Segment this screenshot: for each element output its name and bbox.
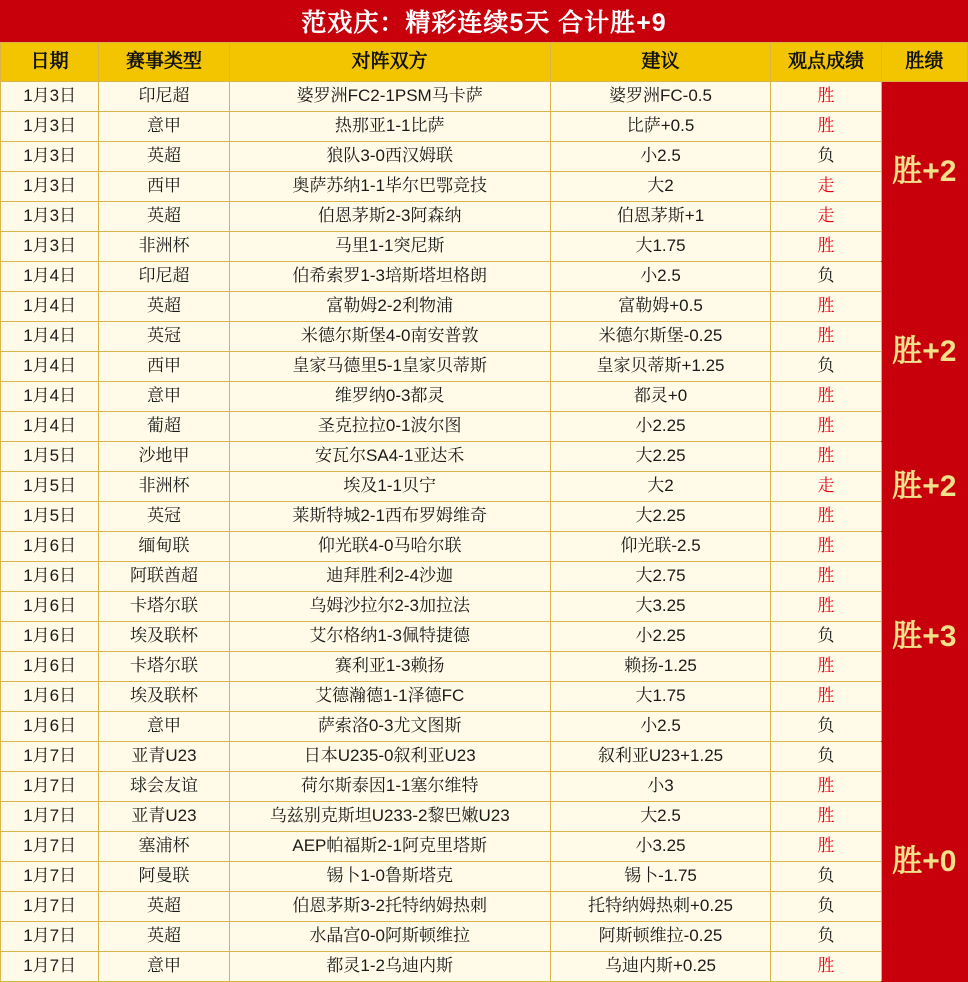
cell-league: 非洲杯 (99, 232, 229, 262)
cell-advice: 小3.25 (550, 832, 771, 862)
cell-league: 沙地甲 (99, 442, 229, 472)
cell-league: 英冠 (99, 322, 229, 352)
cell-match: 婆罗洲FC2-1PSM马卡萨 (229, 82, 550, 112)
cell-match: 都灵1-2乌迪内斯 (229, 952, 550, 982)
cell-match: 奥萨苏纳1-1毕尔巴鄂竞技 (229, 172, 550, 202)
cell-result: 胜 (771, 802, 881, 832)
table-row (1, 292, 968, 322)
cell-result: 走 (771, 202, 881, 232)
cell-advice: 大2 (550, 172, 771, 202)
cell-match: 水晶宫0-0阿斯顿维拉 (229, 922, 550, 952)
table-row (1, 652, 968, 682)
cell-league: 卡塔尔联 (99, 652, 229, 682)
table-row (1, 772, 968, 802)
table-row (1, 802, 968, 832)
cell-streak: 胜+2 (881, 442, 967, 532)
cell-result: 胜 (771, 382, 881, 412)
cell-result: 胜 (771, 82, 881, 112)
cell-league: 卡塔尔联 (99, 592, 229, 622)
cell-match: 莱斯特城2-1西布罗姆维奇 (229, 502, 550, 532)
cell-league: 非洲杯 (99, 472, 229, 502)
column-header-advice: 建议 (550, 43, 771, 82)
cell-result: 负 (771, 922, 881, 952)
table-row (1, 82, 968, 112)
cell-result: 胜 (771, 952, 881, 982)
table-row (1, 562, 968, 592)
table-row (1, 142, 968, 172)
cell-date: 1月6日 (1, 592, 99, 622)
cell-league: 缅甸联 (99, 532, 229, 562)
cell-result: 走 (771, 172, 881, 202)
cell-match: AEP帕福斯2-1阿克里塔斯 (229, 832, 550, 862)
column-header-match: 对阵双方 (229, 43, 550, 82)
cell-date: 1月5日 (1, 502, 99, 532)
cell-result: 胜 (771, 652, 881, 682)
cell-match: 伯恩茅斯3-2托特纳姆热刺 (229, 892, 550, 922)
cell-match: 安瓦尔SA4-1亚达禾 (229, 442, 550, 472)
cell-date: 1月3日 (1, 82, 99, 112)
cell-advice: 米德尔斯堡-0.25 (550, 322, 771, 352)
cell-date: 1月3日 (1, 202, 99, 232)
cell-advice: 小3 (550, 772, 771, 802)
cell-advice: 小2.5 (550, 262, 771, 292)
cell-date: 1月7日 (1, 892, 99, 922)
cell-date: 1月7日 (1, 802, 99, 832)
cell-league: 英超 (99, 142, 229, 172)
table-row (1, 112, 968, 142)
table-row (1, 322, 968, 352)
cell-result: 负 (771, 892, 881, 922)
results-table-body (1, 82, 968, 982)
cell-advice: 大2.25 (550, 502, 771, 532)
cell-streak: 胜+2 (881, 82, 967, 262)
cell-advice: 托特纳姆热刺+0.25 (550, 892, 771, 922)
cell-date: 1月7日 (1, 922, 99, 952)
table-row (1, 682, 968, 712)
cell-date: 1月7日 (1, 742, 99, 772)
cell-league: 亚青U23 (99, 802, 229, 832)
cell-result: 负 (771, 352, 881, 382)
table-row (1, 742, 968, 772)
cell-advice: 都灵+0 (550, 382, 771, 412)
cell-date: 1月3日 (1, 142, 99, 172)
cell-match: 马里1-1突尼斯 (229, 232, 550, 262)
cell-match: 乌姆沙拉尔2-3加拉法 (229, 592, 550, 622)
cell-date: 1月4日 (1, 412, 99, 442)
results-table (0, 42, 968, 982)
cell-advice: 大1.75 (550, 682, 771, 712)
cell-streak: 胜+2 (881, 262, 967, 442)
cell-match: 赛利亚1-3赖扬 (229, 652, 550, 682)
cell-match: 日本U235-0叙利亚U23 (229, 742, 550, 772)
cell-league: 埃及联杯 (99, 622, 229, 652)
cell-result: 胜 (771, 532, 881, 562)
cell-streak: 胜+3 (881, 532, 967, 742)
cell-match: 锡卜1-0鲁斯塔克 (229, 862, 550, 892)
cell-league: 印尼超 (99, 82, 229, 112)
cell-league: 葡超 (99, 412, 229, 442)
cell-advice: 大2.75 (550, 562, 771, 592)
cell-date: 1月3日 (1, 232, 99, 262)
cell-match: 热那亚1-1比萨 (229, 112, 550, 142)
cell-league: 印尼超 (99, 262, 229, 292)
column-header-date: 日期 (1, 43, 99, 82)
cell-result: 负 (771, 862, 881, 892)
cell-date: 1月5日 (1, 442, 99, 472)
cell-date: 1月4日 (1, 382, 99, 412)
cell-advice: 锡卜-1.75 (550, 862, 771, 892)
cell-league: 意甲 (99, 952, 229, 982)
cell-league: 意甲 (99, 712, 229, 742)
cell-league: 球会友谊 (99, 772, 229, 802)
cell-advice: 伯恩茅斯+1 (550, 202, 771, 232)
table-row (1, 442, 968, 472)
cell-league: 英超 (99, 292, 229, 322)
table-row (1, 352, 968, 382)
page-title: 范戏庆：精彩连续5天 合计胜+9 (0, 0, 968, 42)
cell-date: 1月6日 (1, 682, 99, 712)
cell-result: 胜 (771, 112, 881, 142)
cell-match: 圣克拉拉0-1波尔图 (229, 412, 550, 442)
cell-result: 负 (771, 142, 881, 172)
column-header-league: 赛事类型 (99, 43, 229, 82)
cell-date: 1月4日 (1, 322, 99, 352)
cell-match: 乌兹别克斯坦U233-2黎巴嫩U23 (229, 802, 550, 832)
cell-result: 胜 (771, 682, 881, 712)
cell-match: 萨索洛0-3尤文图斯 (229, 712, 550, 742)
cell-league: 塞浦杯 (99, 832, 229, 862)
cell-date: 1月6日 (1, 562, 99, 592)
cell-advice: 小2.5 (550, 712, 771, 742)
table-row (1, 502, 968, 532)
table-row (1, 592, 968, 622)
cell-advice: 皇家贝蒂斯+1.25 (550, 352, 771, 382)
cell-advice: 比萨+0.5 (550, 112, 771, 142)
cell-date: 1月3日 (1, 112, 99, 142)
cell-advice: 大2.5 (550, 802, 771, 832)
cell-advice: 小2.25 (550, 622, 771, 652)
cell-advice: 乌迪内斯+0.25 (550, 952, 771, 982)
cell-result: 走 (771, 472, 881, 502)
cell-date: 1月6日 (1, 532, 99, 562)
cell-advice: 小2.25 (550, 412, 771, 442)
cell-match: 迪拜胜利2-4沙迦 (229, 562, 550, 592)
cell-result: 胜 (771, 502, 881, 532)
cell-result: 胜 (771, 832, 881, 862)
cell-result: 胜 (771, 412, 881, 442)
cell-league: 西甲 (99, 352, 229, 382)
table-row (1, 952, 968, 982)
cell-result: 负 (771, 712, 881, 742)
cell-advice: 富勒姆+0.5 (550, 292, 771, 322)
cell-league: 英冠 (99, 502, 229, 532)
cell-league: 埃及联杯 (99, 682, 229, 712)
cell-league: 西甲 (99, 172, 229, 202)
cell-result: 负 (771, 262, 881, 292)
cell-league: 意甲 (99, 112, 229, 142)
table-row (1, 172, 968, 202)
cell-date: 1月7日 (1, 772, 99, 802)
cell-date: 1月7日 (1, 952, 99, 982)
cell-date: 1月4日 (1, 262, 99, 292)
cell-advice: 婆罗洲FC-0.5 (550, 82, 771, 112)
cell-match: 艾德瀚德1-1泽德FC (229, 682, 550, 712)
cell-date: 1月7日 (1, 862, 99, 892)
cell-advice: 叙利亚U23+1.25 (550, 742, 771, 772)
table-row (1, 412, 968, 442)
cell-match: 富勒姆2-2利物浦 (229, 292, 550, 322)
cell-league: 英超 (99, 922, 229, 952)
cell-match: 埃及1-1贝宁 (229, 472, 550, 502)
cell-result: 负 (771, 622, 881, 652)
cell-result: 胜 (771, 322, 881, 352)
cell-advice: 大3.25 (550, 592, 771, 622)
table-row (1, 202, 968, 232)
table-row (1, 232, 968, 262)
table-row (1, 862, 968, 892)
cell-result: 胜 (771, 292, 881, 322)
table-row (1, 382, 968, 412)
column-header-streak: 胜绩 (881, 43, 967, 82)
cell-date: 1月6日 (1, 652, 99, 682)
table-row (1, 622, 968, 652)
table-row (1, 472, 968, 502)
table-row (1, 922, 968, 952)
table-row (1, 712, 968, 742)
cell-result: 胜 (771, 772, 881, 802)
cell-match: 狼队3-0西汉姆联 (229, 142, 550, 172)
cell-result: 胜 (771, 562, 881, 592)
cell-match: 皇家马德里5-1皇家贝蒂斯 (229, 352, 550, 382)
column-header-result: 观点成绩 (771, 43, 881, 82)
cell-league: 阿联酋超 (99, 562, 229, 592)
table-header-row (1, 43, 968, 82)
table-row (1, 532, 968, 562)
cell-streak: 胜+0 (881, 742, 967, 982)
cell-advice: 大2 (550, 472, 771, 502)
cell-league: 英超 (99, 892, 229, 922)
cell-match: 艾尔格纳1-3佩特捷德 (229, 622, 550, 652)
table-row (1, 892, 968, 922)
table-row (1, 832, 968, 862)
cell-advice: 赖扬-1.25 (550, 652, 771, 682)
cell-advice: 仰光联-2.5 (550, 532, 771, 562)
cell-league: 亚青U23 (99, 742, 229, 772)
cell-result: 胜 (771, 592, 881, 622)
cell-date: 1月3日 (1, 172, 99, 202)
cell-league: 阿曼联 (99, 862, 229, 892)
cell-date: 1月7日 (1, 832, 99, 862)
cell-advice: 大1.75 (550, 232, 771, 262)
cell-advice: 小2.5 (550, 142, 771, 172)
cell-match: 仰光联4-0马哈尔联 (229, 532, 550, 562)
table-row (1, 262, 968, 292)
cell-date: 1月4日 (1, 292, 99, 322)
cell-match: 伯希索罗1-3培斯塔坦格朗 (229, 262, 550, 292)
cell-match: 维罗纳0-3都灵 (229, 382, 550, 412)
cell-date: 1月6日 (1, 622, 99, 652)
cell-result: 负 (771, 742, 881, 772)
cell-league: 意甲 (99, 382, 229, 412)
cell-match: 伯恩茅斯2-3阿森纳 (229, 202, 550, 232)
cell-date: 1月6日 (1, 712, 99, 742)
cell-date: 1月5日 (1, 472, 99, 502)
cell-advice: 大2.25 (550, 442, 771, 472)
cell-match: 荷尔斯泰因1-1塞尔维特 (229, 772, 550, 802)
cell-date: 1月4日 (1, 352, 99, 382)
cell-result: 胜 (771, 232, 881, 262)
cell-league: 英超 (99, 202, 229, 232)
cell-match: 米德尔斯堡4-0南安普敦 (229, 322, 550, 352)
cell-result: 胜 (771, 442, 881, 472)
cell-advice: 阿斯顿维拉-0.25 (550, 922, 771, 952)
